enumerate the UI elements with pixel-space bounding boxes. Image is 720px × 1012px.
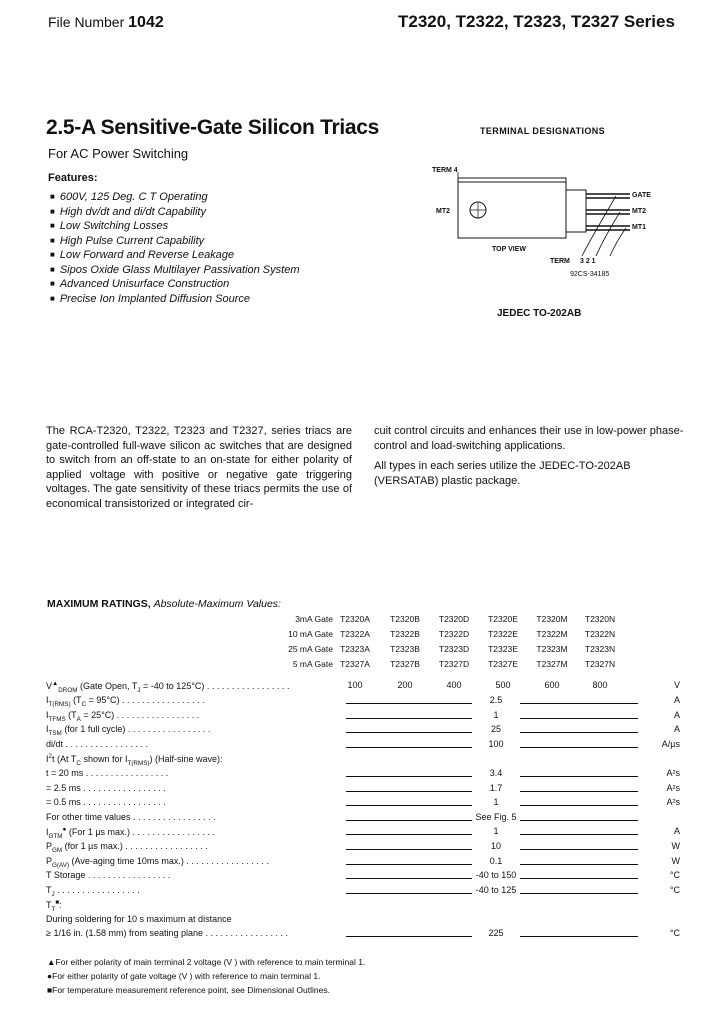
param-label bbox=[46, 724, 210, 737]
gate-type: T2327B bbox=[390, 659, 420, 669]
param-label bbox=[46, 710, 199, 723]
rating-value: See Fig. 5 bbox=[475, 811, 517, 822]
features-list bbox=[50, 190, 300, 306]
leader-line bbox=[346, 936, 472, 937]
param-dots: . . . . . . . . . . . . . . . . . bbox=[125, 724, 211, 735]
top-view-label: TOP VIEW bbox=[492, 246, 526, 253]
param-rest: (T bbox=[70, 695, 82, 705]
term4-label: TERM 4 bbox=[432, 167, 458, 174]
feature-item: ■ Precise Ion Implanted Diffusion Source bbox=[50, 292, 300, 307]
ratings-heading-italic: Absolute-Maximum Values: bbox=[153, 598, 281, 610]
gate-type: T2323D bbox=[438, 644, 470, 654]
vdrom-value: 800 bbox=[592, 680, 608, 690]
param-label bbox=[46, 783, 166, 793]
leader-line bbox=[520, 747, 638, 748]
param-rest: ) (Half-sine wave): bbox=[149, 754, 223, 765]
param-symbol: = 2.5 ms bbox=[46, 782, 81, 793]
leader-line bbox=[520, 703, 638, 704]
param-label bbox=[46, 885, 140, 898]
leader-line bbox=[520, 936, 638, 937]
vdrom-value: 100 bbox=[347, 680, 363, 690]
vdrom-row bbox=[46, 680, 686, 694]
param-label bbox=[46, 680, 289, 694]
param-symbol: For other time values bbox=[46, 811, 131, 822]
gate-type: T2327M bbox=[536, 659, 568, 669]
param-label bbox=[46, 914, 232, 924]
drawing-code: 92CS-34185 bbox=[570, 271, 610, 278]
param-sub: T bbox=[51, 906, 56, 914]
rating-row bbox=[46, 928, 686, 942]
param-label bbox=[46, 739, 148, 749]
gate-type: T2320A bbox=[340, 614, 370, 624]
ratings-heading bbox=[47, 598, 281, 610]
param-rest: = -40 to 125°C) bbox=[140, 681, 205, 691]
jedec-label: JEDEC TO-202AB bbox=[497, 308, 582, 319]
leader-line bbox=[346, 732, 472, 733]
gate-row bbox=[230, 644, 650, 657]
param-sub: T(RMS) bbox=[48, 700, 71, 708]
rating-unit: A/µs bbox=[661, 738, 680, 749]
vdrom-value: 500 bbox=[495, 680, 511, 690]
param-sub: DROM bbox=[58, 686, 78, 694]
gate-type: T2327N bbox=[584, 659, 616, 669]
param-symbol: V bbox=[46, 681, 53, 691]
series-title: T2320, T2322, T2323, T2327 Series bbox=[398, 12, 675, 31]
param-label bbox=[46, 695, 205, 708]
term-label: TERM bbox=[550, 258, 570, 265]
gate-row bbox=[230, 629, 650, 642]
param-rest: (for 1 µs max.) bbox=[62, 841, 123, 851]
rating-row bbox=[46, 856, 686, 870]
param-rest: (Gate Open, T bbox=[77, 681, 138, 691]
vdrom-unit: V bbox=[673, 680, 680, 690]
param-symbol: P bbox=[46, 841, 53, 851]
param-dots: . . . . . . . . . . . . . . . . . bbox=[130, 811, 216, 822]
param-dots: . . . . . . . . . . . . . . . . . bbox=[183, 855, 269, 866]
rating-row bbox=[46, 841, 686, 855]
param-symbol: I bbox=[46, 827, 49, 838]
param-label bbox=[46, 899, 62, 913]
param-sub: A bbox=[76, 715, 81, 723]
feature-item: ■ High Pulse Current Capability bbox=[50, 234, 300, 249]
param-dots: . . . . . . . . . . . . . . . . . bbox=[203, 928, 289, 938]
param-symbol: I bbox=[46, 695, 49, 705]
param-dots: . . . . . . . . . . . . . . . . . bbox=[119, 695, 205, 705]
leader-line bbox=[520, 791, 638, 792]
rating-value: 2.5 bbox=[489, 695, 503, 705]
terminal-designations-heading: TERMINAL DESIGNATIONS bbox=[480, 126, 606, 136]
rating-row bbox=[46, 724, 686, 738]
param-symbol: t = 20 ms bbox=[46, 768, 84, 778]
gate-type: T2323E bbox=[488, 644, 518, 654]
param-label bbox=[46, 826, 215, 840]
param-rest: shown for I bbox=[80, 754, 128, 765]
leader-line bbox=[346, 878, 472, 879]
rating-row bbox=[46, 768, 686, 782]
rating-unit: °C bbox=[669, 928, 680, 938]
param-dots: . . . . . . . . . . . . . . . . . bbox=[85, 870, 171, 881]
param-dots: . . . . . . . . . . . . . . . . . bbox=[54, 884, 140, 895]
param-symbol: P bbox=[46, 855, 53, 866]
mt2-left-label: MT2 bbox=[436, 208, 450, 215]
param-sub: J bbox=[51, 890, 55, 898]
param-symbol: di/dt bbox=[46, 738, 64, 749]
gate-type: T2320M bbox=[536, 614, 568, 624]
leader-line bbox=[346, 718, 472, 719]
gate-type: T2322A bbox=[340, 629, 370, 639]
gate-type: T2320B bbox=[390, 614, 420, 624]
param-label bbox=[46, 870, 170, 880]
rating-unit: °C bbox=[669, 884, 680, 895]
param-sup: 2 bbox=[48, 753, 53, 761]
leader-line bbox=[346, 834, 472, 835]
features-heading: Features: bbox=[48, 172, 98, 184]
rating-row bbox=[46, 899, 686, 913]
gate-type: T2323A bbox=[340, 644, 370, 654]
vdrom-value: 200 bbox=[397, 680, 413, 690]
leader-line bbox=[520, 718, 638, 719]
leader-line bbox=[346, 893, 472, 894]
param-dots: . . . . . . . . . . . . . . . . . bbox=[80, 797, 166, 808]
param-rest: = 25°C) bbox=[80, 709, 115, 720]
feature-item: ■ 600V, 125 Deg. C T Operating bbox=[50, 190, 300, 205]
feature-item: ■ Low Forward and Reverse Leakage bbox=[50, 248, 300, 263]
param-label bbox=[46, 753, 223, 767]
rating-value: 1.7 bbox=[489, 782, 503, 793]
leader-line bbox=[346, 791, 472, 792]
gate-type: T2323M bbox=[536, 644, 568, 654]
param-sup: ■ bbox=[55, 899, 60, 907]
rating-unit: A bbox=[673, 709, 680, 720]
package-tab bbox=[458, 178, 566, 182]
leader-line bbox=[346, 703, 472, 704]
gate-label: GATE bbox=[632, 192, 651, 199]
file-number-value: 1042 bbox=[128, 14, 164, 31]
param-rest: (For 1 µs max.) bbox=[66, 827, 131, 838]
param-symbol: T bbox=[46, 900, 52, 911]
rating-row bbox=[46, 812, 686, 826]
rating-row bbox=[46, 753, 686, 767]
param-sub: GM bbox=[52, 846, 63, 854]
leader-line bbox=[520, 776, 638, 777]
gate-type: T2322N bbox=[584, 629, 616, 639]
leader-line bbox=[520, 834, 638, 835]
param-rest: = 95°C) bbox=[86, 695, 120, 705]
footnote: ■For temperature measurement reference point, see Dimensional Outlines. bbox=[47, 985, 330, 995]
rating-row bbox=[46, 710, 686, 724]
lead-frame bbox=[566, 190, 586, 232]
gate-type: T2323N bbox=[584, 644, 616, 654]
rating-row bbox=[46, 826, 686, 840]
rating-row bbox=[46, 739, 686, 753]
rating-unit: A²s bbox=[666, 782, 680, 793]
feature-item: ■ High dv/dt and di/dt Capability bbox=[50, 205, 300, 220]
rating-value: 225 bbox=[488, 928, 504, 938]
param-dots: . . . . . . . . . . . . . . . . . bbox=[63, 738, 149, 749]
rating-value: 10 bbox=[490, 841, 501, 851]
rating-value: -40 to 150 bbox=[475, 870, 517, 881]
param-sub: G(AV) bbox=[52, 861, 70, 869]
rating-value: 1 bbox=[493, 826, 499, 837]
rating-row bbox=[46, 870, 686, 884]
gate-type: T2322B bbox=[390, 629, 420, 639]
page-title: 2.5-A Sensitive-Gate Silicon Triacs bbox=[46, 116, 380, 139]
gate-label: 3mA Gate bbox=[295, 614, 333, 624]
param-sub: GTM bbox=[48, 833, 63, 841]
feature-item: ■ Advanced Unisurface Construction bbox=[50, 277, 300, 292]
param-label bbox=[46, 856, 269, 869]
footnote: ●For either polarity of gate voltage (V ) with reference to main terminal 1. bbox=[47, 971, 321, 981]
gate-type: T2320N bbox=[584, 614, 616, 624]
vdrom-value: 400 bbox=[446, 680, 462, 690]
rating-row bbox=[46, 783, 686, 797]
gate-type: T2320E bbox=[488, 614, 518, 624]
param-dots: . . . . . . . . . . . . . . . . . bbox=[122, 841, 208, 851]
param-label bbox=[46, 812, 216, 822]
gate-row bbox=[230, 614, 650, 627]
leader-line bbox=[520, 864, 638, 865]
gate-type: T2323B bbox=[390, 644, 420, 654]
leader-line bbox=[520, 820, 638, 821]
leader-line bbox=[346, 776, 472, 777]
file-number-label: File Number bbox=[48, 14, 125, 30]
param-symbol: I bbox=[46, 709, 49, 720]
param-label bbox=[46, 768, 168, 778]
param-dots: . . . . . . . . . . . . . . . . . bbox=[204, 681, 290, 691]
rating-value: 1 bbox=[493, 797, 499, 808]
gate-row bbox=[230, 659, 650, 672]
mt1-label: MT1 bbox=[632, 224, 646, 231]
page-subtitle: For AC Power Switching bbox=[48, 146, 189, 161]
param-symbol: T Storage bbox=[46, 870, 86, 881]
param-label bbox=[46, 928, 288, 938]
param-rest: : bbox=[59, 900, 62, 911]
rating-value: 0.1 bbox=[489, 855, 503, 866]
rating-row bbox=[46, 885, 686, 899]
leader-line bbox=[346, 805, 472, 806]
leader-line bbox=[520, 893, 638, 894]
footnote: ▲For either polarity of main terminal 2 voltage (V ) with reference to main terminal 1. bbox=[47, 957, 366, 967]
param-symbol: = 0.5 ms bbox=[46, 797, 81, 808]
rating-unit: A²s bbox=[666, 797, 680, 808]
leader-line bbox=[520, 805, 638, 806]
rating-unit: W bbox=[671, 841, 680, 851]
gate-type: T2322D bbox=[438, 629, 470, 639]
param-sub: J bbox=[137, 686, 141, 694]
ratings-heading-bold: MAXIMUM RATINGS, bbox=[47, 598, 151, 610]
rating-unit: A bbox=[673, 695, 680, 705]
gate-type: T2327A bbox=[340, 659, 370, 669]
param-sub: TSM bbox=[48, 729, 62, 737]
rating-row bbox=[46, 914, 686, 928]
leader-line bbox=[346, 820, 472, 821]
vdrom-value: 600 bbox=[544, 680, 560, 690]
param-sup: ▲ bbox=[52, 680, 59, 687]
param-symbol: ≥ 1/16 in. (1.58 mm) from seating plane bbox=[46, 928, 204, 938]
param-dots: . . . . . . . . . . . . . . . . . bbox=[83, 768, 169, 778]
param-label bbox=[46, 841, 208, 854]
gate-type: T2322M bbox=[536, 629, 568, 639]
param-sub: C bbox=[81, 700, 87, 708]
param-symbol: I bbox=[46, 754, 49, 765]
feature-item: ■ Low Switching Losses bbox=[50, 219, 300, 234]
param-dots: . . . . . . . . . . . . . . . . . bbox=[114, 709, 200, 720]
leader-line bbox=[346, 864, 472, 865]
param-symbol: During soldering for 10 s maximum at distance bbox=[46, 914, 232, 924]
leader-line bbox=[520, 732, 638, 733]
mt2-right-label: MT2 bbox=[632, 208, 646, 215]
gate-label: 5 mA Gate bbox=[292, 659, 333, 669]
rating-unit: °C bbox=[669, 870, 680, 881]
gate-type: T2327E bbox=[488, 659, 518, 669]
gate-label: 10 mA Gate bbox=[288, 629, 333, 639]
param-sub: C bbox=[76, 760, 81, 768]
footnotes bbox=[47, 955, 365, 997]
terminal-diagram bbox=[420, 160, 660, 280]
feature-item: ■ Sipos Oxide Glass Multilayer Passivation System bbox=[50, 263, 300, 278]
param-rest: (Ave-aging time 10ms max.) bbox=[69, 855, 184, 866]
leader-line bbox=[346, 747, 472, 748]
term-numbers: 3 2 1 bbox=[580, 258, 596, 265]
description-right-1: cuit control circuits and enhances their use in low-power phase-control and load-switching applications. bbox=[374, 425, 684, 452]
param-dots: . . . . . . . . . . . . . . . . . bbox=[80, 782, 166, 793]
leader-line bbox=[346, 849, 472, 850]
rating-unit: A bbox=[673, 826, 680, 837]
rating-unit: A²s bbox=[666, 768, 680, 778]
gate-type: T2322E bbox=[488, 629, 518, 639]
leader-line bbox=[520, 849, 638, 850]
rating-row bbox=[46, 695, 686, 709]
description-left: The RCA-T2320, T2322, T2323 and T2327, series triacs are gate-controlled full-wave silicon ac switches that are designed to switch from an off-state to an on-state for either polarity of applied voltage with positive or negative gate triggering voltages. The gate sensitivity of these triacs permits the use of economical transistorized or integrated cir- bbox=[46, 425, 352, 510]
param-sub: T(RMS) bbox=[127, 760, 150, 768]
description-right-2: All types in each series utilize the JEDEC-TO-202AB (VERSATAB) plastic package. bbox=[374, 460, 631, 487]
param-symbol: T bbox=[46, 884, 52, 895]
gate-label: 25 mA Gate bbox=[288, 644, 333, 654]
gate-type: T2320D bbox=[438, 614, 470, 624]
rating-value: 1 bbox=[493, 709, 499, 720]
gate-type: T2327D bbox=[438, 659, 470, 669]
param-symbol: I bbox=[46, 724, 49, 735]
description-right bbox=[374, 424, 686, 494]
param-rest: t (At T bbox=[52, 754, 77, 765]
leader-line bbox=[520, 878, 638, 879]
param-label bbox=[46, 797, 166, 807]
rating-row bbox=[46, 797, 686, 811]
rating-value: 25 bbox=[490, 724, 501, 735]
param-sup: ● bbox=[62, 826, 67, 834]
param-sub: TFMS bbox=[48, 715, 66, 723]
rating-value: -40 to 125 bbox=[475, 884, 517, 895]
rating-value: 100 bbox=[488, 738, 504, 749]
param-dots: . . . . . . . . . . . . . . . . . bbox=[130, 827, 216, 838]
rating-value: 3.4 bbox=[489, 768, 503, 778]
rating-unit: W bbox=[671, 855, 680, 866]
file-number bbox=[48, 14, 164, 32]
param-rest: (T bbox=[65, 709, 77, 720]
param-rest: (for 1 full cycle) bbox=[61, 724, 126, 735]
rating-unit: A bbox=[673, 724, 680, 735]
